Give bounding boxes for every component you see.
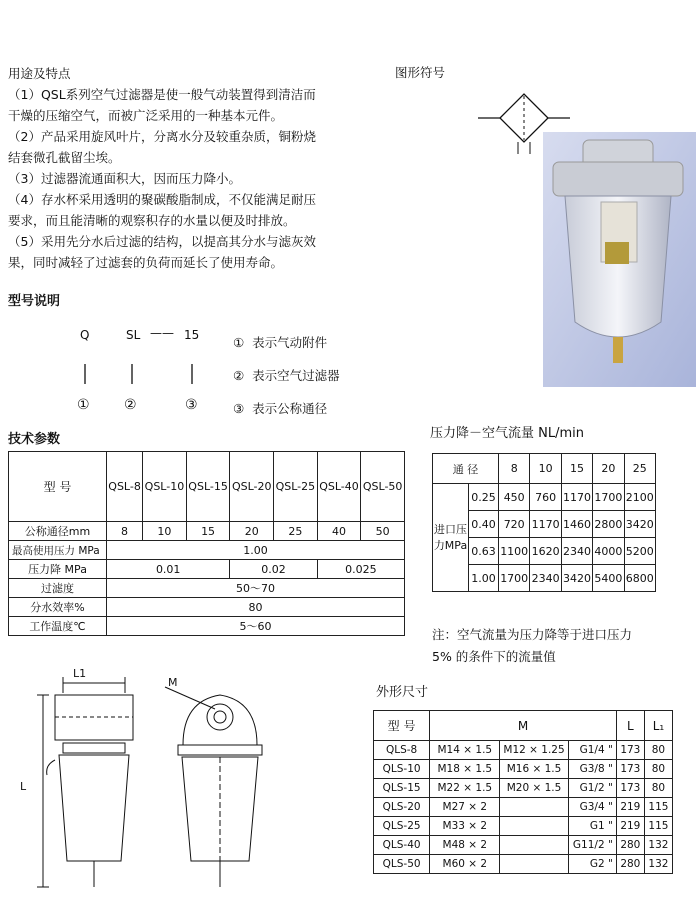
table-cell: G3/4 " [568, 798, 616, 817]
intro-line: 结套微孔截留尘埃。 [8, 150, 121, 165]
table-cell: M20 × 1.5 [500, 779, 568, 798]
table-cell: QSL-40 [317, 452, 361, 522]
table-cell: 1620 [530, 538, 561, 565]
table-cell: QSL-8 [107, 452, 143, 522]
table-cell: QLS-50 [374, 855, 430, 874]
table-cell: 760 [530, 484, 561, 511]
table-cell: 2340 [530, 565, 561, 592]
table-cell: M48 × 2 [430, 836, 500, 855]
table-cell: G3/8 " [568, 760, 616, 779]
model-legend-item: ① 表示气动附件 [233, 335, 328, 350]
tech-title: 技术参数 [8, 432, 61, 447]
table-row [9, 617, 405, 636]
table-cell: 280 [616, 855, 644, 874]
table-cell: 80 [644, 779, 672, 798]
table-row [374, 855, 673, 874]
model-code-q: Q [80, 328, 90, 342]
model-marker: ② [124, 397, 137, 413]
intro-line: （2）产品采用旋风叶片，分离水分及较重杂质，铜粉烧 [8, 129, 316, 144]
table-header: 压力降 MPa [9, 560, 107, 579]
drawing-l-label: L [20, 780, 27, 793]
table-cell: QLS-15 [374, 779, 430, 798]
table-cell: 5200 [624, 538, 655, 565]
table-cell: M27 × 2 [430, 798, 500, 817]
model-legend-item: ② 表示空气过滤器 [233, 368, 340, 383]
table-cell: 20 [230, 522, 274, 541]
table-row [433, 454, 656, 484]
symbol-title: 图形符号 [395, 65, 446, 80]
table-cell: 132 [644, 836, 672, 855]
table-cell: G1/2 " [568, 779, 616, 798]
table-cell: 115 [644, 798, 672, 817]
table-cell: 5～60 [107, 617, 405, 636]
table-cell: 1.00 [107, 541, 405, 560]
intro-line: （1）QSL系列空气过滤器是使一般气动装置得到清洁而 [8, 87, 316, 102]
table-cell: 80 [644, 760, 672, 779]
table-row [374, 798, 673, 817]
table-row [9, 522, 405, 541]
flow-note [432, 624, 632, 668]
flow-note-line: 注：空气流量为压力降等于进口压力 [432, 627, 633, 642]
table-cell: M33 × 2 [430, 817, 500, 836]
table-cell: 40 [317, 522, 361, 541]
table-cell: 50～70 [107, 579, 405, 598]
table-cell: 8 [499, 454, 530, 484]
intro-line: 果，同时减轻了过滤套的负荷而延长了使用寿命。 [8, 255, 284, 270]
product-photo [543, 132, 696, 387]
table-cell: 25 [274, 522, 318, 541]
table-header: 过滤度 [9, 579, 107, 598]
table-cell: 50 [361, 522, 405, 541]
table-cell: 0.025 [317, 560, 404, 579]
table-cell: M22 × 1.5 [430, 779, 500, 798]
table-cell [500, 836, 568, 855]
table-row [9, 541, 405, 560]
table-cell: 10 [530, 454, 561, 484]
table-header: 型 号 [9, 452, 107, 522]
table-cell: 80 [644, 741, 672, 760]
table-cell [500, 817, 568, 836]
table-cell: 450 [499, 484, 530, 511]
table-cell: 1170 [530, 511, 561, 538]
table-cell: 115 [644, 817, 672, 836]
table-cell: 8 [107, 522, 143, 541]
table-cell: 15 [186, 522, 230, 541]
model-code-15: 15 [184, 328, 200, 342]
intro-line: （3）过滤器流通面积大，因而压力降小。 [8, 171, 241, 186]
model-connector-lines [80, 362, 210, 388]
flow-table [432, 453, 656, 592]
table-cell: 15 [561, 454, 592, 484]
model-title: 型号说明 [8, 294, 61, 309]
intro-line: （5）采用先分水后过滤的结构，以提高其分水与滤灰效 [8, 234, 316, 249]
table-cell: M60 × 2 [430, 855, 500, 874]
table-row [374, 760, 673, 779]
table-cell: 1.00 [469, 565, 499, 592]
intro-title: 用途及特点 [8, 66, 71, 81]
table-cell: 1100 [499, 538, 530, 565]
table-cell: 1700 [593, 484, 624, 511]
table-header: 通 径 [433, 454, 499, 484]
table-cell: 5400 [593, 565, 624, 592]
drawing-l1-label: L1 [73, 667, 87, 680]
table-cell: 0.25 [469, 484, 499, 511]
table-cell: 2800 [593, 511, 624, 538]
intro-line: 要求，而且能清晰的观察积存的水量以便及时排放。 [8, 213, 296, 228]
table-cell: 80 [107, 598, 405, 617]
intro-section [8, 63, 316, 273]
table-row [374, 836, 673, 855]
model-marker: ① [77, 397, 90, 413]
table-header: 工作温度℃ [9, 617, 107, 636]
table-cell: 173 [616, 779, 644, 798]
model-marker: ③ [185, 397, 198, 413]
table-row [9, 598, 405, 617]
table-header: 最高使用压力 MPa [9, 541, 107, 560]
table-cell: M12 × 1.25 [500, 741, 568, 760]
intro-line: 干燥的压缩空气，而被广泛采用的一种基本元件。 [8, 108, 284, 123]
model-code-sl: SL [126, 328, 141, 342]
table-cell: QSL-20 [230, 452, 274, 522]
table-cell: 20 [593, 454, 624, 484]
tech-table [8, 451, 405, 636]
table-cell: QLS-40 [374, 836, 430, 855]
table-cell: 2340 [561, 538, 592, 565]
model-legend [233, 326, 340, 425]
table-cell: 132 [644, 855, 672, 874]
table-cell: G11/2 " [568, 836, 616, 855]
table-cell: M14 × 1.5 [430, 741, 500, 760]
table-row [433, 484, 656, 511]
table-row [9, 452, 405, 522]
intro-line: （4）存水杯采用透明的聚碳酸脂制成，不仅能满足耐压 [8, 192, 316, 207]
table-header: M [430, 711, 617, 741]
table-header: L [616, 711, 644, 741]
table-cell: 173 [616, 741, 644, 760]
table-cell: 1170 [561, 484, 592, 511]
model-code-dash: —— [150, 326, 174, 340]
table-row [9, 579, 405, 598]
table-cell: 3420 [561, 565, 592, 592]
table-cell: QSL-10 [143, 452, 187, 522]
drawing-m-label: M [168, 676, 178, 689]
table-cell: QLS-8 [374, 741, 430, 760]
table-cell: 25 [624, 454, 655, 484]
table-cell: G1 " [568, 817, 616, 836]
table-cell: 219 [616, 817, 644, 836]
table-cell: 0.01 [107, 560, 230, 579]
table-cell: 3420 [624, 511, 655, 538]
table-cell: M18 × 1.5 [430, 760, 500, 779]
table-cell: 0.63 [469, 538, 499, 565]
table-header: 进口压力MPa [433, 484, 469, 592]
table-cell: 219 [616, 798, 644, 817]
table-row [374, 779, 673, 798]
table-cell: 1460 [561, 511, 592, 538]
flow-note-line: 5% 的条件下的流量值 [432, 649, 556, 664]
table-cell: 0.02 [230, 560, 317, 579]
table-cell: 4000 [593, 538, 624, 565]
table-row [374, 741, 673, 760]
table-row [9, 560, 405, 579]
table-cell: G1/4 " [568, 741, 616, 760]
table-cell: 10 [143, 522, 187, 541]
table-cell: QSL-25 [274, 452, 318, 522]
table-cell: QLS-10 [374, 760, 430, 779]
table-cell: 1700 [499, 565, 530, 592]
table-header: L₁ [644, 711, 672, 741]
table-cell: QLS-20 [374, 798, 430, 817]
table-cell [500, 855, 568, 874]
table-cell: QSL-15 [186, 452, 230, 522]
table-cell: G2 " [568, 855, 616, 874]
table-header: 公称通径mm [9, 522, 107, 541]
dimension-drawing [15, 665, 335, 900]
table-row [374, 817, 673, 836]
table-cell: 2100 [624, 484, 655, 511]
dims-table [373, 710, 673, 874]
table-cell: M16 × 1.5 [500, 760, 568, 779]
table-cell: 0.40 [469, 511, 499, 538]
table-cell: 720 [499, 511, 530, 538]
table-cell [500, 798, 568, 817]
table-cell: 173 [616, 760, 644, 779]
table-header: 分水效率% [9, 598, 107, 617]
table-cell: 280 [616, 836, 644, 855]
table-header: 型 号 [374, 711, 430, 741]
model-legend-item: ③ 表示公称通径 [233, 401, 328, 416]
table-cell: QLS-25 [374, 817, 430, 836]
dims-title: 外形尺寸 [376, 685, 429, 700]
flow-title: 压力降－空气流量 NL/min [430, 426, 584, 441]
table-row [374, 711, 673, 741]
table-cell: 6800 [624, 565, 655, 592]
table-cell: QSL-50 [361, 452, 405, 522]
